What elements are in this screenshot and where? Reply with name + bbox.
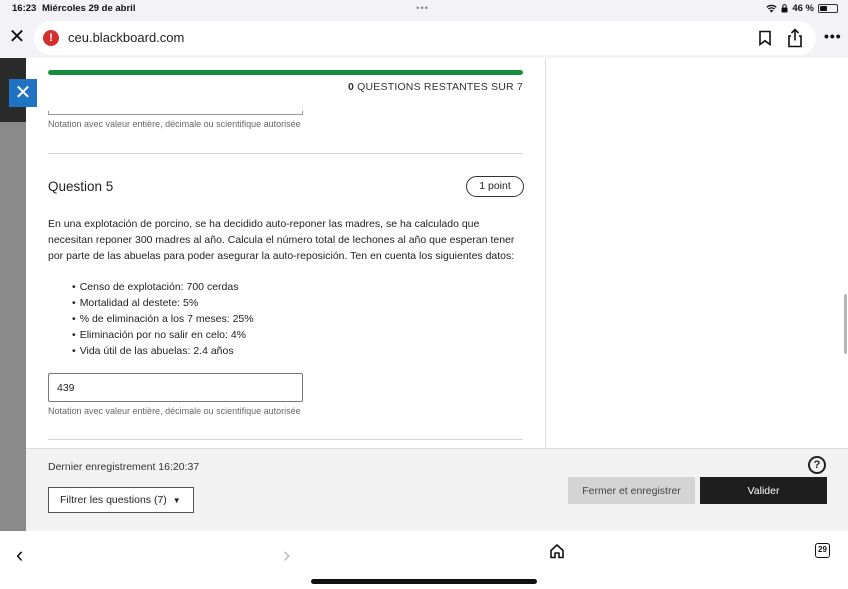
validate-button[interactable]: Valider (700, 477, 827, 504)
questions-remaining (348, 81, 523, 93)
list-item: • % de eliminación a los 7 meses: 25% (72, 311, 254, 327)
question-title: Question 5 (48, 179, 114, 194)
progress-bar (48, 70, 523, 75)
background-overlay (0, 58, 26, 531)
question-divider (48, 153, 523, 154)
back-icon[interactable]: ‹ (16, 542, 24, 567)
previous-answer-input[interactable] (48, 111, 303, 115)
browser-bar (0, 18, 848, 58)
scrollbar[interactable] (844, 294, 847, 354)
close-icon[interactable]: ✕ (8, 26, 26, 48)
battery-level (820, 6, 827, 11)
browser-toolbar (0, 531, 848, 589)
progress-fill (48, 70, 523, 75)
home-indicator (311, 579, 537, 584)
answer-input[interactable] (48, 373, 303, 402)
battery-percent: 46 % (792, 3, 814, 14)
status-date: Miércoles 29 de abril (42, 3, 136, 14)
list-item: • Vida útil de las abuelas: 2.4 años (72, 343, 254, 359)
data-list (72, 279, 254, 359)
close-save-button[interactable]: Fermer et enregistrer (568, 477, 695, 504)
lock-rotation-icon (781, 4, 788, 13)
answer-hint: Notation avec valeur entière, décimale ou scientifique autorisée (48, 406, 301, 416)
previous-answer-hint: Notation avec valeur entière, décimale ou scientifique autorisée (48, 119, 301, 129)
list-item: • Censo de explotación: 700 cerdas (72, 279, 254, 295)
remaining-count: 0 (347, 81, 355, 93)
list-item: • Mortalidad al destete: 5% (72, 295, 254, 311)
remaining-label: QUESTIONS RESTANTES SUR 7 (357, 81, 523, 93)
list-item: • Eliminación por no salir en celo: 4% (72, 327, 254, 343)
share-icon[interactable] (786, 28, 804, 48)
assessment-page (0, 58, 848, 531)
last-save-text: Dernier enregistrement 16:20:37 (48, 461, 200, 473)
wifi-icon (766, 4, 777, 13)
status-time: 16:23 (12, 3, 37, 14)
filter-questions-button[interactable] (48, 487, 194, 513)
bookmark-icon[interactable] (758, 30, 772, 46)
caret-down-icon: ▼ (172, 495, 181, 505)
url-text[interactable]: ceu.blackboard.com (68, 30, 185, 45)
battery-icon (818, 4, 838, 13)
status-indicators (766, 3, 838, 14)
filter-label: Filtrer les questions (7) (60, 494, 167, 506)
assessment-footer (26, 448, 848, 531)
multitasking-dots[interactable]: ••• (416, 3, 429, 14)
home-icon[interactable] (549, 543, 565, 559)
forward-icon[interactable]: › (283, 542, 291, 567)
question-divider (48, 439, 523, 440)
help-icon[interactable]: ? (808, 456, 826, 474)
content-divider (545, 58, 546, 448)
warning-icon[interactable]: ! (43, 30, 59, 46)
tabs-icon[interactable]: 29 (815, 543, 830, 558)
panel-close-button[interactable]: ✕ (9, 79, 37, 107)
more-icon[interactable]: ••• (824, 28, 842, 44)
question-text: En una explotación de porcino, se ha decidido auto-reponer las madres, se ha calculado que necesitan reponer 300 madres al año. Calcula el número total de lechones al año que esperan tener por parte de las abuelas para poder asegurar la auto-reposición. Ten en cuenta los siguientes datos: (48, 218, 515, 262)
ios-status-bar (0, 0, 848, 18)
points-badge: 1 point (466, 176, 524, 197)
address-bar[interactable] (34, 21, 816, 55)
